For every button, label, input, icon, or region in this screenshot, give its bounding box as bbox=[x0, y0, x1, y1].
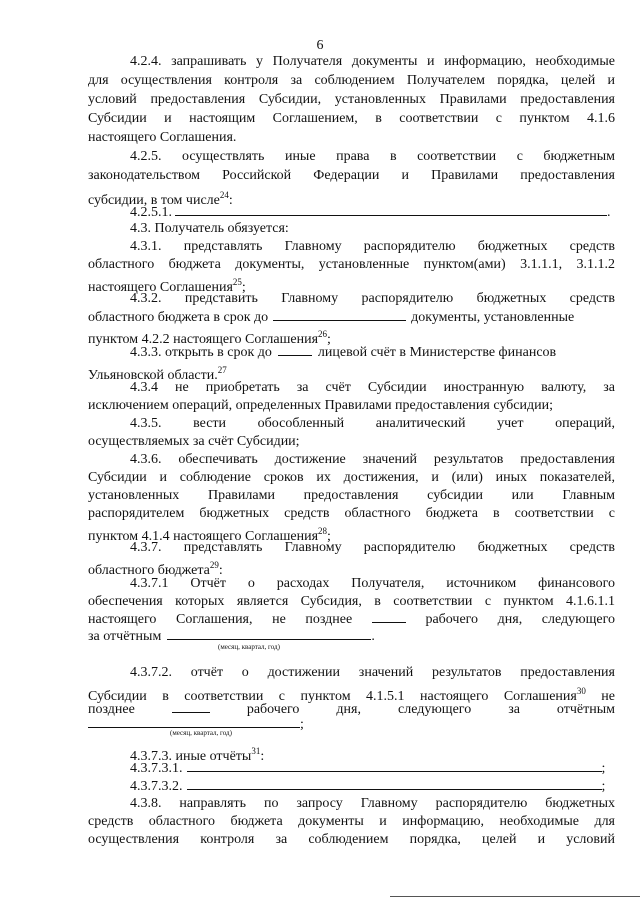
footnote-ref-31: 31 bbox=[251, 746, 261, 756]
paragraph-4-3-7-3-text: 4.3.7.3. иные отчёты bbox=[130, 749, 252, 764]
paragraph-4-3-7-2-text-a: Субсидии в соответствии с пунктом 4.1.5.1 настоящего Соглашения bbox=[88, 689, 577, 704]
paragraph-4-2-5-line-1: 4.2.5. осуществлять иные права в соответствии с бюджетным bbox=[130, 149, 615, 164]
page-number: 6 bbox=[316, 38, 324, 53]
paragraph-4-2-5-1-label: 4.2.5.1. bbox=[130, 205, 172, 220]
paragraph-4-2-5-1-end: . bbox=[607, 205, 611, 220]
blank-line bbox=[167, 628, 371, 640]
footnote-separator bbox=[390, 896, 640, 897]
footnote-ref-30: 30 bbox=[576, 686, 586, 696]
paragraph-4-3-7-1-end: . bbox=[371, 629, 375, 644]
paragraph-4-3-7-2-line-1: 4.3.7.2. отчёт о достижении значений результатов предоставления bbox=[130, 665, 615, 680]
paragraph-4-3-2-text-b: документы, установленные bbox=[411, 310, 575, 325]
paragraph-4-3-8-line-3: осуществления контроля за соблюдением порядка, целей и условий bbox=[88, 832, 615, 847]
blank-line bbox=[172, 701, 210, 713]
paragraph-4-3-8-line-2: средств областного бюджета документы и информацию, необходимые для bbox=[88, 814, 615, 829]
paragraph-4-3-6-end: ; bbox=[327, 529, 331, 544]
paragraph-4-2-5-text: субсидии, в том числе bbox=[88, 193, 220, 208]
paragraph-4-3-6-line-3: установленных Правилами предоставления субсидии или Главным bbox=[88, 488, 615, 503]
paragraph-4-2-4-line-1: 4.2.4. запрашивать у Получателя документы и информацию, необходимые bbox=[130, 54, 615, 69]
paragraph-4-3-3-line-1 bbox=[130, 344, 615, 361]
paragraph-4-2-4-line-4: Субсидии и настоящим Соглашением, в соответствии с пунктом 4.1.6 bbox=[88, 111, 615, 126]
paragraph-4-3-7-1-line-4 bbox=[88, 628, 615, 645]
blank-line bbox=[372, 611, 406, 623]
footnote-ref-28: 28 bbox=[318, 526, 328, 536]
paragraph-4-2-4-line-2: для осуществления контроля за соблюдением Получателем порядка, целей и bbox=[88, 73, 615, 88]
paragraph-4-3-6-line-4: распорядителем бюджетных средств областного бюджета в соответствии с bbox=[88, 506, 615, 521]
paragraph-4-2-4-line-5: настоящего Соглашения. bbox=[88, 130, 237, 145]
paragraph-4-3-2-text-c: пунктом 4.2.2 настоящего Соглашения bbox=[88, 332, 319, 347]
paragraph-4-3-8-line-1: 4.3.8. направлять по запросу Главному распорядителю бюджетных bbox=[130, 796, 615, 811]
paragraph-4-3-2-text-a: областного бюджета в срок до bbox=[88, 310, 269, 325]
paragraph-4-3-2-end: ; bbox=[327, 332, 331, 347]
paragraph-4-2-5-1 bbox=[130, 204, 615, 221]
paragraph-4-3-4-line-1: 4.3.4 не приобретать за счёт Субсидии иностранную валюту, за bbox=[130, 380, 615, 395]
paragraph-4-3-7-2-line-4 bbox=[88, 716, 615, 733]
paragraph-4-3-1-line-2: областного бюджета документы, установленные пунктом(ами) 3.1.1.1, 3.1.1.2 bbox=[88, 257, 615, 272]
paragraph-4-3-7-3-2-label: 4.3.7.3.2. bbox=[130, 779, 183, 794]
paragraph-4-3-1-text: настоящего Соглашения bbox=[88, 280, 233, 295]
paragraph-4-3-1-line-1: 4.3.1. представлять Главному распорядителю бюджетных средств bbox=[130, 239, 615, 254]
paragraph-4-3-3-text-c: Ульяновской области. bbox=[88, 368, 218, 383]
blank-line bbox=[187, 778, 602, 790]
paragraph-4-3-7-3-1-end: ; bbox=[601, 761, 606, 776]
paragraph-4-3-7-1-line-3 bbox=[88, 611, 615, 628]
paragraph-4-3-3-text-b: лицевой счёт в Министерстве финансов bbox=[317, 345, 557, 360]
paragraph-4-3-7-3-1 bbox=[130, 760, 615, 777]
paragraph-4-3-7-2-text-d: рабочего дня, следующего за отчётным bbox=[246, 702, 615, 717]
paragraph-4-3-6-text: пунктом 4.1.4 настоящего Соглашения bbox=[88, 529, 319, 544]
blank-line bbox=[175, 204, 607, 216]
footnote-ref-27: 27 bbox=[217, 365, 227, 375]
footnote-ref-25: 25 bbox=[232, 277, 242, 287]
paragraph-4-3-7-line-1: 4.3.7. представлять Главному распорядителю бюджетных средств bbox=[130, 540, 615, 555]
paragraph-4-3-7-2-text-b: не bbox=[601, 689, 616, 704]
period-caption: (месяц, квартал, год) bbox=[170, 729, 232, 737]
paragraph-4-3-7-1-line-2: обеспечения которых является Субсидия, в соответствии с пунктом 4.1.6.1.1 bbox=[88, 594, 615, 609]
paragraph-4-3-7-1-text-b: рабочего дня, следующего bbox=[425, 612, 616, 627]
blank-line bbox=[88, 716, 300, 728]
paragraph-4-3-7-3-2 bbox=[130, 778, 615, 795]
paragraph-4-3-7-end: : bbox=[218, 563, 223, 578]
period-caption: (месяц, квартал, год) bbox=[218, 643, 280, 651]
blank-line bbox=[278, 344, 312, 356]
paragraph-4-3-7-1-text-c: за отчётным bbox=[88, 629, 162, 644]
paragraph-4-3-7-text: областного бюджета bbox=[88, 563, 210, 578]
paragraph-4-2-5-line-2: законодательством Российской Федерации и Правилами предоставления bbox=[88, 168, 615, 183]
blank-line bbox=[273, 309, 406, 321]
paragraph-4-2-4-line-3: условий предоставления Субсидии, установленных Правилами предоставления bbox=[88, 92, 615, 107]
paragraph-4-3-7-3-1-label: 4.3.7.3.1. bbox=[130, 761, 183, 776]
paragraph-4-3-3-text-a: 4.3.3. открыть в срок до bbox=[130, 345, 272, 360]
paragraph-4-3-7-1-line-1: 4.3.7.1 Отчёт о расходах Получателя, источником финансового bbox=[130, 576, 615, 591]
paragraph-4-3-6-line-2: Субсидии и соблюдение сроков их достижения, и (или) иных показателей, bbox=[88, 470, 615, 485]
paragraph-4-3-7-1-text-a: настоящего Соглашения, не позднее bbox=[88, 612, 353, 627]
paragraph-4-3-2-line-2 bbox=[88, 309, 615, 326]
footnote-ref-26: 26 bbox=[318, 329, 328, 339]
footnote-ref-24: 24 bbox=[219, 190, 229, 200]
paragraph-4-3-5-line-2: осуществляемых за счёт Субсидии; bbox=[88, 434, 300, 449]
paragraph-4-3-7-3-end: : bbox=[260, 749, 265, 764]
paragraph-4-3-7-2-text-c: позднее bbox=[88, 702, 135, 717]
paragraph-4-3-4-line-2: исключением операций, определенных Правилами предоставления субсидии; bbox=[88, 398, 553, 413]
paragraph-4-3-2-line-1: 4.3.2. представить Главному распорядителю бюджетных средств bbox=[130, 291, 615, 306]
paragraph-4-2-5-colon: : bbox=[228, 193, 233, 208]
paragraph-4-3-7-3-2-end: ; bbox=[601, 779, 606, 794]
paragraph-4-3: 4.3. Получатель обязуется: bbox=[130, 221, 289, 236]
paragraph-4-3-1-end: ; bbox=[241, 280, 246, 295]
blank-line bbox=[187, 760, 602, 772]
footnote-ref-29: 29 bbox=[209, 560, 219, 570]
paragraph-4-3-6-line-1: 4.3.6. обеспечивать достижение значений результатов предоставления bbox=[130, 452, 615, 467]
paragraph-4-3-7-2-end: ; bbox=[300, 717, 304, 732]
paragraph-4-3-5-line-1: 4.3.5. вести обособленный аналитический учет операций, bbox=[130, 416, 615, 431]
